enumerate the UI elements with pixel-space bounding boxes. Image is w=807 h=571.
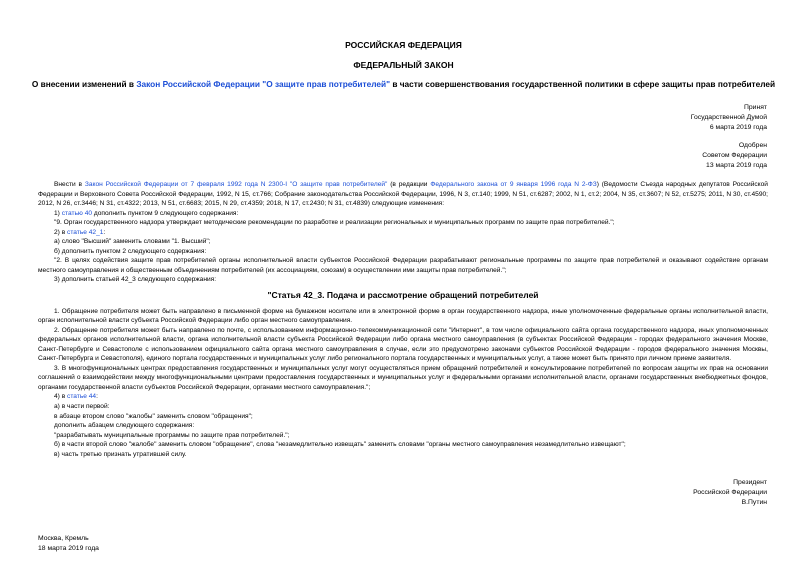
law-title-prefix: О внесении изменений в xyxy=(31,79,137,89)
intro-text-a: Внести в xyxy=(54,181,85,188)
signature-role: Президент xyxy=(733,479,767,486)
item-4-a-3: "разрабатывать муниципальные программы по защите прав потребителей."; xyxy=(54,431,290,439)
article-clause-2: 2. Обращение потребителя может быть направлено по почте, с использованием информационно-телекоммуникационной сети "Интернет", в том числе официального сайта органа государственного надзора, иных уполномоченных федеральных органов исполнительной власти, органа исполнительной власти субъекта Российской Федерации либо органа местного самоуправления (в субъектах Российской Федерации - городах федерального значения Москве, Санкт-Петербурге и Севастополе с использованием официального сайта органа местного самоуправления в случае, если это предусмотрено законами субъектов Российской Федерации - городов федерального значения Москвы, Санкт-Петербурга и Севастополя), единого портала государственных и муниципальных услуг либо регионального портала государственных и муниципальных услуг, а также может быть принято при личном приеме заявителя. xyxy=(38,326,768,363)
doc-type-heading: ФЕДЕРАЛЬНЫЙ ЗАКОН xyxy=(353,60,454,70)
adoption-label: Принят xyxy=(743,104,767,111)
intro-paragraph xyxy=(38,180,768,209)
item-4-c: в) часть третью признать утратившей силу. xyxy=(54,450,187,458)
article-42-1-link[interactable]: статье 42_1 xyxy=(67,228,104,236)
item-4-a-2: дополнить абзацем следующего содержания: xyxy=(54,422,195,430)
signature-block xyxy=(693,478,767,508)
intro-text-c: ) (Ведомости Съезда народных депутатов Российской Федерации и Верховного Совета Российской Федерации, 1992, N 15, ст.766; Собрание законодательства Российской Федерации, 1996, N 3, ст.140; 1999, N 51, ст.6287; 2002, N 1, ст.2; 2004, N 35, ст.3607; N 52, ст.5275; 2011, N 30, ст.4590; 2012, N 26, ст.3446; N 31, ст.4322; 2013, N 51, ст.6683; 2015, N 29, ст.4359; 2018, N 17, ст.2430; N 31, ст.4839) следующие изменения: xyxy=(38,181,768,208)
law-title-link[interactable]: Закон Российской Федерации "О защите прав потребителей" xyxy=(136,79,391,89)
item-2-a: а) слово "Высший" заменить словами "1. Высший"; xyxy=(54,238,211,246)
law-title-suffix: в части совершенствования государственной политики в сфере защиты прав потребителей xyxy=(390,79,776,89)
item-1-text: дополнить пунктом 9 следующего содержания: xyxy=(92,209,239,217)
item-4-num: 4) в xyxy=(54,393,68,401)
place-date-block xyxy=(38,534,99,554)
approval-date: 13 марта 2019 года xyxy=(706,162,767,169)
article-clause-3: 3. В многофункциональных центрах предоставления государственных и муниципальных услуг могут осуществляться прием обращений потребителей и консультирование потребителей по вопросам защиты их прав на основании соглашений о взаимодействии между многофункциональными центрами предоставления государственных и муниципальных услуг и федеральными органами исполнительной власти, органами государственных внебюджетных фондов, органами государственной власти субъектов Российской Федерации, органами местного самоуправления."; xyxy=(38,364,768,391)
law-title xyxy=(30,78,777,90)
item-4 xyxy=(38,392,768,402)
article-clause-1: 1. Обращение потребителя может быть направлено в письменной форме на бумажном носителе или в электронной форме в орган государственного надзора, иные уполномоченные федеральные органы исполнительной власти, орган исполнительной власти субъекта Российской Федерации либо орган местного самоуправления. xyxy=(38,307,768,325)
law-body xyxy=(38,180,768,459)
article-40-link[interactable]: статью 40 xyxy=(61,209,93,217)
country-heading: РОССИЙСКАЯ ФЕДЕРАЦИЯ xyxy=(345,40,462,50)
item-4-b: б) в части второй слово "жалобе" заменить словом "обращение", слова "незамедлительно извещать" заменить словами "органы местного самоуправления незамедлительно извещают"; xyxy=(54,441,626,449)
item-1-content: "9. Орган государственного надзора утверждает методические рекомендации по разработке и реализации региональных и муниципальных программ по защите прав потребителей."; xyxy=(54,219,615,227)
signature-org: Российской Федерации xyxy=(693,489,767,496)
item-2-content: "2. В целях содействия защите прав потребителей органы исполнительной власти субъектов Российской Федерации разрабатывают региональные программы по защите прав потребителей и оказывают содействие органам местного самоуправления и общественным объединениям потребителей (их ассоциациям, союзам) в осуществлении ими защиты прав потребителей."; xyxy=(38,257,768,274)
intro-text-b: (в редакции xyxy=(387,181,431,188)
intro-link-law[interactable]: Закон Российской Федерации от 7 февраля 1992 года N 2300-I "О защите прав потребителей" xyxy=(84,181,388,188)
item-2-num: 2) в xyxy=(54,228,68,236)
item-1-num: 1) xyxy=(54,209,62,217)
approval-body: Советом Федерации xyxy=(702,152,767,159)
item-1 xyxy=(38,209,768,219)
item-2 xyxy=(38,228,768,238)
adoption-body: Государственной Думой xyxy=(690,114,767,121)
item-2-colon: : xyxy=(103,228,106,236)
signature-name: В.Путин xyxy=(741,499,767,506)
article-44-link[interactable]: статье 44 xyxy=(67,393,97,401)
intro-link-fz[interactable]: Федерального закона от 9 января 1996 года N 2-ФЗ xyxy=(430,181,597,188)
item-4-a-1: в абзаце втором слово "жалобы" заменить словом "обращения"; xyxy=(54,412,253,420)
article-42-3-title: "Статья 42_3. Подача и рассмотрение обращений потребителей xyxy=(267,290,539,301)
adoption-date: 6 марта 2019 года xyxy=(709,124,767,131)
adoption-duma xyxy=(691,103,767,133)
item-2-b: б) дополнить пунктом 2 следующего содержания: xyxy=(54,247,207,255)
item-4-colon: : xyxy=(96,393,98,401)
item-4-a: а) в части первой: xyxy=(54,403,110,411)
approval-council xyxy=(702,141,767,171)
item-3: 3) дополнить статьей 42_3 следующего содержания: xyxy=(54,276,217,284)
place-date: 18 марта 2019 года xyxy=(38,545,99,552)
place-city: Москва, Кремль xyxy=(38,535,89,542)
approval-label: Одобрен xyxy=(738,142,767,149)
